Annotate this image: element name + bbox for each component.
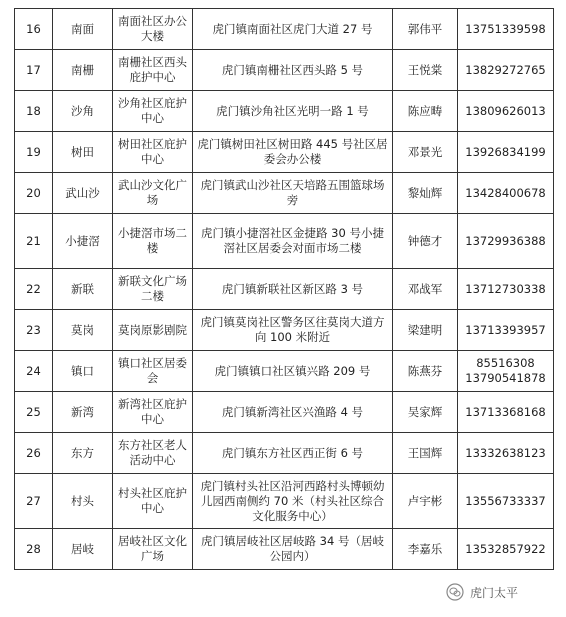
- cell-contact: 王悦棠: [393, 50, 458, 91]
- cell-address: 虎门镇居岐社区居岐路 34 号（居岐公园内）: [193, 529, 393, 570]
- cell-area: 南栅: [53, 50, 113, 91]
- cell-place: 武山沙文化广场: [113, 173, 193, 214]
- cell-phone: 13751339598: [458, 9, 554, 50]
- cell-contact: 吴家辉: [393, 392, 458, 433]
- cell-place: 沙角社区庇护中心: [113, 91, 193, 132]
- cell-no: 23: [15, 310, 53, 351]
- cell-no: 24: [15, 351, 53, 392]
- cell-phone: 13556733337: [458, 474, 554, 529]
- cell-no: 25: [15, 392, 53, 433]
- cell-address: 虎门镇新湾社区兴渔路 4 号: [193, 392, 393, 433]
- cell-phone: 13829272765: [458, 50, 554, 91]
- cell-area: 东方: [53, 433, 113, 474]
- cell-contact: 李嘉乐: [393, 529, 458, 570]
- cell-phone: 85516308 13790541878: [458, 351, 554, 392]
- cell-no: 27: [15, 474, 53, 529]
- cell-area: 树田: [53, 132, 113, 173]
- cell-phone: 13332638123: [458, 433, 554, 474]
- cell-address: 虎门镇武山沙社区天培路五围篮球场旁: [193, 173, 393, 214]
- cell-area: 镇口: [53, 351, 113, 392]
- cell-area: 武山沙: [53, 173, 113, 214]
- cell-address: 虎门镇东方社区西正街 6 号: [193, 433, 393, 474]
- cell-contact: 陈燕芬: [393, 351, 458, 392]
- cell-address: 虎门镇南栅社区西头路 5 号: [193, 50, 393, 91]
- table-row: [15, 392, 554, 433]
- cell-phone: 13809626013: [458, 91, 554, 132]
- cell-contact: 郭伟平: [393, 9, 458, 50]
- cell-address: 虎门镇新联社区新区路 3 号: [193, 269, 393, 310]
- cell-contact: 黎灿辉: [393, 173, 458, 214]
- cell-phone: 13729936388: [458, 214, 554, 269]
- cell-place: 南面社区办公大楼: [113, 9, 193, 50]
- cell-area: 沙角: [53, 91, 113, 132]
- cell-phone: 13532857922: [458, 529, 554, 570]
- cell-place: 村头社区庇护中心: [113, 474, 193, 529]
- watermark-label: 虎门太平: [470, 585, 519, 600]
- cell-address: 虎门镇沙角社区光明一路 1 号: [193, 91, 393, 132]
- cell-no: 17: [15, 50, 53, 91]
- cell-place: 新联文化广场二楼: [113, 269, 193, 310]
- cell-no: 22: [15, 269, 53, 310]
- cell-no: 16: [15, 9, 53, 50]
- cell-phone: 13428400678: [458, 173, 554, 214]
- cell-place: 南栅社区西头庇护中心: [113, 50, 193, 91]
- shelter-table: [14, 8, 554, 570]
- table-row: [15, 269, 554, 310]
- cell-phone: 13926834199: [458, 132, 554, 173]
- table-row: [15, 132, 554, 173]
- table-row: [15, 50, 554, 91]
- cell-area: 小捷滘: [53, 214, 113, 269]
- cell-contact: 邓景光: [393, 132, 458, 173]
- cell-contact: 陈应畴: [393, 91, 458, 132]
- cell-no: 18: [15, 91, 53, 132]
- table-row: [15, 214, 554, 269]
- cell-address: 虎门镇小捷滘社区金捷路 30 号小捷滘社区居委会对面市场二楼: [193, 214, 393, 269]
- cell-place: 居岐社区文化广场: [113, 529, 193, 570]
- table-row: [15, 529, 554, 570]
- cell-place: 莫岗原影剧院: [113, 310, 193, 351]
- cell-contact: 钟德才: [393, 214, 458, 269]
- table-row: [15, 433, 554, 474]
- table-row: [15, 91, 554, 132]
- cell-contact: 邓战军: [393, 269, 458, 310]
- cell-place: 镇口社区居委会: [113, 351, 193, 392]
- table-row: [15, 9, 554, 50]
- cell-address: 虎门镇村头社区沿河西路村头博顿幼儿园西南侧约 70 米（村头社区综合文化服务中心）: [193, 474, 393, 529]
- cell-place: 树田社区庇护中心: [113, 132, 193, 173]
- cell-area: 新联: [53, 269, 113, 310]
- wechat-icon: [446, 583, 464, 601]
- cell-area: 南面: [53, 9, 113, 50]
- cell-address: 虎门镇镇口社区镇兴路 209 号: [193, 351, 393, 392]
- cell-contact: 梁建明: [393, 310, 458, 351]
- table-row: [15, 310, 554, 351]
- cell-no: 20: [15, 173, 53, 214]
- cell-contact: 卢宇彬: [393, 474, 458, 529]
- table-row: [15, 173, 554, 214]
- cell-phone: 13712730338: [458, 269, 554, 310]
- cell-place: 东方社区老人活动中心: [113, 433, 193, 474]
- cell-address: 虎门镇南面社区虎门大道 27 号: [193, 9, 393, 50]
- table-row: [15, 474, 554, 529]
- cell-area: 村头: [53, 474, 113, 529]
- cell-phone: 13713368168: [458, 392, 554, 433]
- cell-contact: 王国辉: [393, 433, 458, 474]
- table-row: [15, 351, 554, 392]
- cell-no: 19: [15, 132, 53, 173]
- cell-area: 莫岗: [53, 310, 113, 351]
- cell-phone: 13713393957: [458, 310, 554, 351]
- cell-no: 26: [15, 433, 53, 474]
- cell-no: 21: [15, 214, 53, 269]
- cell-place: 小捷滘市场二楼: [113, 214, 193, 269]
- cell-place: 新湾社区庇护中心: [113, 392, 193, 433]
- watermark: [446, 583, 518, 601]
- table-body: [15, 9, 554, 570]
- cell-area: 居岐: [53, 529, 113, 570]
- cell-address: 虎门镇莫岗社区警务区往莫岗大道方向 100 米附近: [193, 310, 393, 351]
- cell-no: 28: [15, 529, 53, 570]
- cell-area: 新湾: [53, 392, 113, 433]
- cell-address: 虎门镇树田社区树田路 445 号社区居委会办公楼: [193, 132, 393, 173]
